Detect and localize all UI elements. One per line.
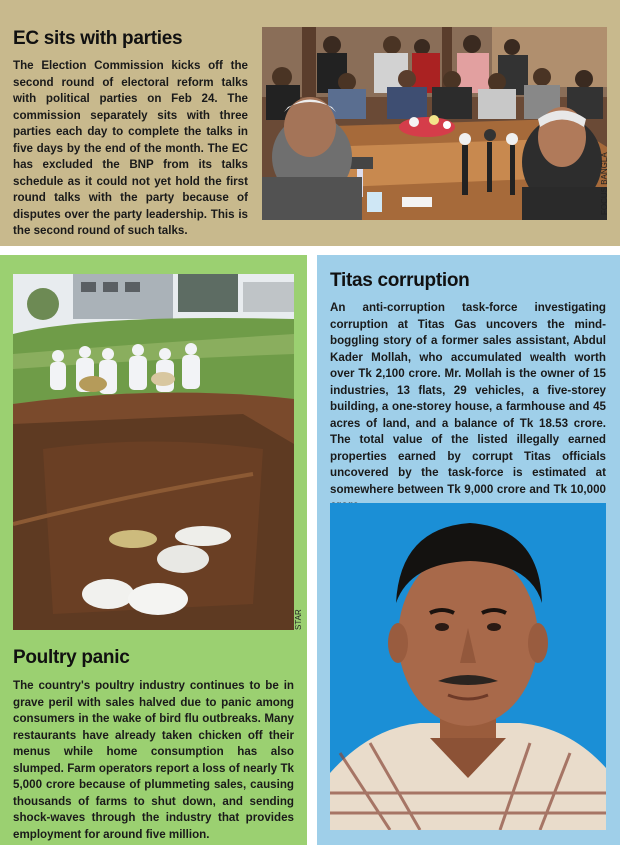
- poultry-story-panel: [0, 255, 307, 845]
- titas-headline: Titas corruption: [330, 270, 470, 291]
- poultry-photo-credit: STAR: [294, 609, 303, 630]
- titas-story-panel: [317, 255, 620, 845]
- ec-headline: EC sits with parties: [13, 28, 183, 49]
- poultry-headline: Poultry panic: [13, 647, 130, 668]
- poultry-culling-photo: [13, 274, 294, 630]
- titas-body: An anti-corruption task-force investigating corruption at Titas Gas uncovers the mind-boggling story of a former sales assistant, Abdul Kader Mollah, who accumulated wealth worth over Tk 2,100 crore. Mr. Mollah is the owner of 15 industries, 13 flats, 29 vehicles, a five-storey building, a one-storey house, a farmhouse and 45 acres of land, and a balance of Tk 18.53 crore. The total value of the listed illegally earned properties earned by corrupt Titas officials uncovered by the task-force is estimated at somewhere between Tk 9,000 crore and Tk 10,000: [330, 301, 606, 496]
- ec-photo-credit: FOCUS BANGLA: [600, 152, 609, 215]
- portrait-photo: [330, 503, 606, 830]
- ec-meeting-photo: [262, 27, 607, 220]
- poultry-body: The country's poultry industry continues to be in grave peril with sales halved due to panic among consumers in the wake of bird flu outbreaks. Many restaurants have already taken chicken off their menus while home consumption has also slumped. Farm operators report a loss of nearly Tk 5,000 crore because of plummeting sales, causing thousands of farms to shut down, and sending shock-waves through the industry that provides employment for around five million.: [13, 679, 294, 841]
- ec-story-panel: [0, 0, 620, 246]
- ec-body: The Election Commission kicks off the second round of electoral reform talks with political parties on Feb 24. The commission separately sits with three parties each day to complete the talks in five days by the end of the month. The EC has excluded the BNP from its talks schedule as it could not yet hold the first round talks with the party because of disputes over the party leadership. This is the second round of such talks.: [13, 59, 248, 237]
